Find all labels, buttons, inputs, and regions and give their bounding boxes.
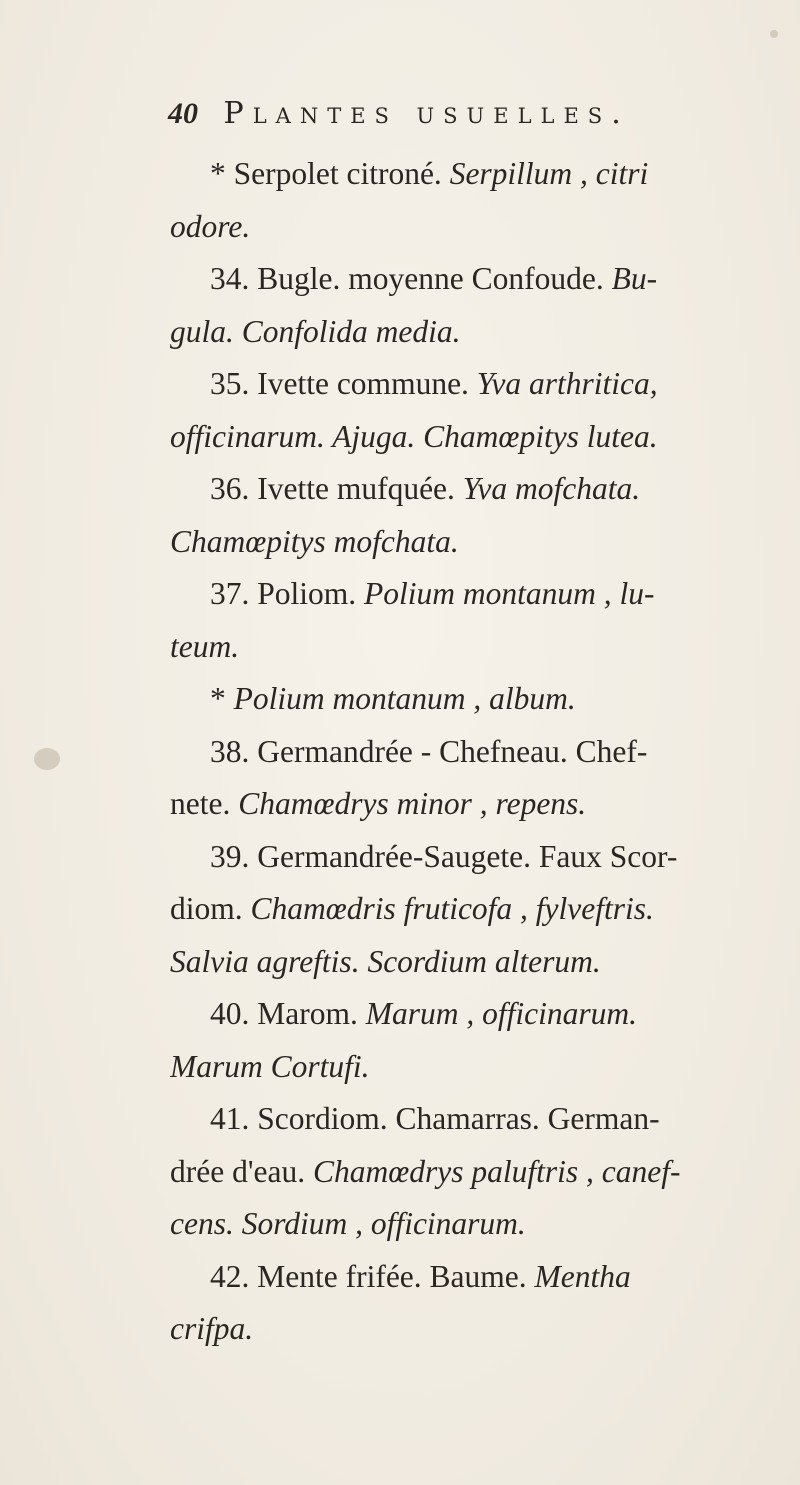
text-line <box>170 831 790 884</box>
french-name-text: 39. Germandrée-Saugete. Faux Scor- <box>210 838 678 874</box>
text-line <box>170 306 790 359</box>
text-line <box>170 1251 790 1304</box>
text-line <box>170 883 790 936</box>
latin-name-text: Chamœdrys paluftris , canef- <box>312 1153 681 1189</box>
french-name-text: * Serpolet citroné. <box>210 156 450 191</box>
page-header <box>168 92 768 136</box>
latin-name-text: Yva mofchata. <box>462 471 641 506</box>
text-line <box>170 1198 790 1251</box>
latin-name-text: Polium montanum , album. <box>233 681 576 716</box>
french-name-text: drée d'eau. <box>170 1153 313 1189</box>
latin-name-text: officinarum. Ajuga. Chamœpitys lutea. <box>170 418 658 454</box>
text-line <box>170 673 790 726</box>
paper-stain <box>34 748 60 770</box>
latin-name-text: Yva arthritica, <box>476 366 658 401</box>
french-name-text: 40. Marom. <box>210 996 366 1031</box>
text-line <box>170 621 790 674</box>
french-name-text: 41. Scordiom. Chamarras. German- <box>210 1101 660 1136</box>
french-name-text: 35. Ivette commune. <box>210 366 477 401</box>
latin-name-text: Polium montanum , lu- <box>364 576 655 611</box>
text-line <box>170 516 790 569</box>
latin-name-text: Marum , officinarum. <box>365 996 637 1031</box>
text-line <box>170 463 790 516</box>
latin-name-text: cens. Sordium , officinarum. <box>170 1206 526 1241</box>
latin-name-text: Marum Cortufi. <box>170 1048 370 1084</box>
text-line <box>170 568 790 621</box>
french-name-text: 34. Bugle. moyenne Confoude. <box>210 261 612 296</box>
text-line <box>170 148 790 201</box>
latin-name-text: Mentha <box>534 1258 631 1294</box>
text-line <box>170 253 790 306</box>
latin-name-text: Salvia agreftis. Scordium alterum. <box>170 943 601 979</box>
text-line <box>170 411 790 464</box>
french-name-text: 37. Poliom. <box>210 576 365 611</box>
latin-name-text: Chamœdrys minor , repens. <box>238 786 587 821</box>
text-line <box>170 988 790 1041</box>
latin-name-text: Chamœdris fruticofa , fylveftris. <box>250 891 654 926</box>
text-line <box>170 201 790 254</box>
latin-name-text: Chamœpitys mofchata. <box>170 523 459 559</box>
latin-name-text: odore. <box>170 208 251 244</box>
french-name-text: 36. Ivette mufquée. <box>210 471 463 506</box>
text-line <box>170 1146 790 1199</box>
running-title: Plantes usuelles. <box>223 96 630 131</box>
plant-list-text <box>170 148 790 1356</box>
french-name-text: diom. <box>170 891 251 926</box>
text-line <box>170 1303 790 1356</box>
text-line <box>170 1093 790 1146</box>
page-number: 40 <box>168 97 198 130</box>
text-line <box>170 726 790 779</box>
text-line <box>170 358 790 411</box>
latin-name-text: teum. <box>170 628 240 664</box>
text-line <box>170 1041 790 1094</box>
latin-name-text: crifpa. <box>170 1311 254 1346</box>
latin-name-text: gula. Confolida media. <box>170 313 461 349</box>
french-name-text: 38. Germandrée - Chefneau. Chef- <box>210 733 648 769</box>
text-line <box>170 778 790 831</box>
latin-name-text: Bu- <box>611 261 658 296</box>
text-line <box>170 936 790 989</box>
latin-name-text: Serpillum , citri <box>449 156 649 191</box>
paper-stain <box>770 30 778 38</box>
french-name-text: * <box>210 681 234 716</box>
french-name-text: 42. Mente frifée. Baume. <box>210 1258 535 1294</box>
french-name-text: nete. <box>170 786 239 821</box>
